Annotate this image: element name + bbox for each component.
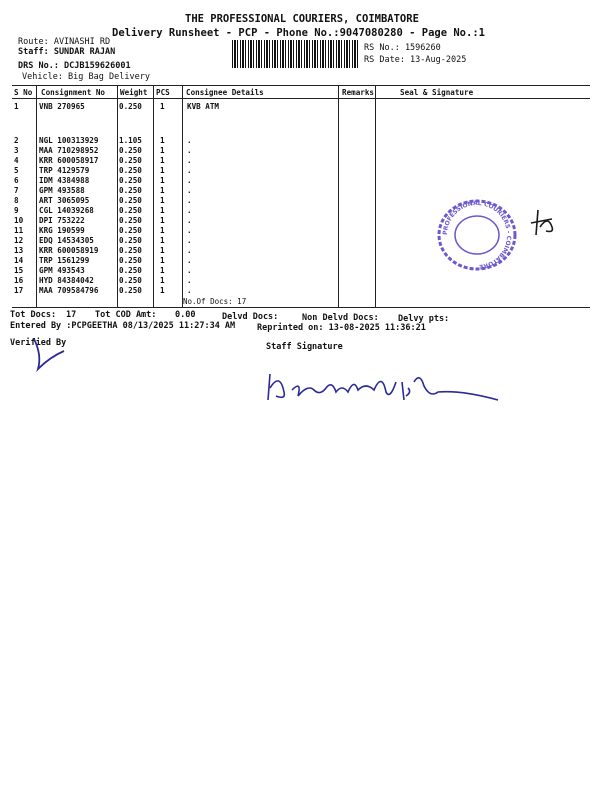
col-header-remarks: Remarks xyxy=(342,88,375,97)
svg-text:PROFESSIONAL COURIERS - COIMBA xyxy=(442,200,512,270)
tot-cod-value: 0.00 xyxy=(175,310,196,320)
row-weight: 0.250 xyxy=(119,276,142,285)
row-weight: 0.250 xyxy=(119,156,142,165)
row-pcs: 1 xyxy=(160,186,165,195)
route-label: Route: AVINASHI RD xyxy=(18,37,111,47)
row-consignment: TRP 1561299 xyxy=(39,256,90,265)
row-sno: 13 xyxy=(14,246,24,255)
rs-number: RS No.: 1596260 xyxy=(364,43,441,53)
row-weight: 0.250 xyxy=(119,176,142,185)
row-sno: 1 xyxy=(14,102,19,111)
row-consignment: DPI 753222 xyxy=(39,216,85,225)
rs-date: RS Date: 13-Aug-2025 xyxy=(364,55,467,65)
row-sno: 9 xyxy=(14,206,19,215)
row-details: KVB ATM xyxy=(187,102,220,111)
row-weight: 0.250 xyxy=(119,216,142,225)
verified-signature xyxy=(28,335,78,375)
row-pcs: 1 xyxy=(160,206,165,215)
row-sno: 12 xyxy=(14,236,24,245)
table-bottom-rule xyxy=(12,307,590,308)
row-pcs: 1 xyxy=(160,216,165,225)
row-sno: 14 xyxy=(14,256,24,265)
reprinted-on: Reprinted on: 13-08-2025 11:36:21 xyxy=(257,323,426,333)
row-consignment: IDM 4384988 xyxy=(39,176,90,185)
row-details: . xyxy=(187,176,192,185)
staff-signature xyxy=(262,362,502,407)
row-sno: 15 xyxy=(14,266,24,275)
row-details: . xyxy=(187,266,192,275)
col-divider xyxy=(36,85,37,307)
row-pcs: 1 xyxy=(160,266,165,275)
col-header-sno: S No xyxy=(14,88,33,97)
row-pcs: 1 xyxy=(160,176,165,185)
col-divider xyxy=(375,85,376,307)
row-consignment: CGL 14039268 xyxy=(39,206,94,215)
row-sno: 5 xyxy=(14,166,19,175)
row-sno: 7 xyxy=(14,186,19,195)
row-weight: 0.250 xyxy=(119,256,142,265)
staff-label: Staff: SUNDAR RAJAN xyxy=(18,47,116,57)
row-details: . xyxy=(187,226,192,235)
row-weight: 0.250 xyxy=(119,102,142,111)
row-details: . xyxy=(187,276,192,285)
row-sno: 17 xyxy=(14,286,24,295)
row-pcs: 1 xyxy=(160,146,165,155)
vehicle-label: Vehicle: Big Bag Delivery xyxy=(22,72,150,82)
col-header-pcs: PCS xyxy=(156,88,170,97)
row-consignment: KRR 600058917 xyxy=(39,156,99,165)
row-sno: 6 xyxy=(14,176,19,185)
row-pcs: 1 xyxy=(160,136,165,145)
barcode xyxy=(232,40,358,68)
row-pcs: 1 xyxy=(160,236,165,245)
row-pcs: 1 xyxy=(160,102,165,111)
row-sno: 11 xyxy=(14,226,24,235)
col-header-consignment: Consignment No xyxy=(41,88,106,97)
row-weight: 0.250 xyxy=(119,166,142,175)
verified-by: Verified By xyxy=(10,338,67,348)
row-sno: 4 xyxy=(14,156,19,165)
staff-signature-label: Staff Signature xyxy=(266,342,343,352)
row-sno: 16 xyxy=(14,276,24,285)
col-divider xyxy=(117,85,118,307)
row-consignment: HYD 84384042 xyxy=(39,276,94,285)
row-consignment: KRR 600058919 xyxy=(39,246,99,255)
stamp-text: PROFESSIONAL COURIERS - COIMBATORE xyxy=(441,199,513,270)
row-details: . xyxy=(187,136,192,145)
row-consignment: NGL 100313929 xyxy=(39,136,99,145)
row-details: . xyxy=(187,166,192,175)
row-weight: 0.250 xyxy=(119,206,142,215)
row-details: . xyxy=(187,286,192,295)
col-divider xyxy=(182,85,183,307)
company-title: THE PROFESSIONAL COURIERS, COIMBATORE xyxy=(185,13,419,25)
row-weight: 0.250 xyxy=(119,236,142,245)
row-pcs: 1 xyxy=(160,246,165,255)
no-of-docs: No.Of Docs: 17 xyxy=(183,297,247,306)
row-consignment: GPM 493588 xyxy=(39,186,85,195)
row-details: . xyxy=(187,246,192,255)
row-consignment: EDQ 14534305 xyxy=(39,236,94,245)
row-pcs: 1 xyxy=(160,156,165,165)
col-divider xyxy=(153,85,154,307)
entered-by: Entered By :PCPGEETHA 08/13/2025 11:27:34 AM xyxy=(10,321,236,331)
tot-cod-label: Tot COD Amt: xyxy=(95,310,157,320)
runsheet-subtitle: Delivery Runsheet - PCP - Phone No.:9047080280 - Page No.:1 xyxy=(112,27,485,39)
row-weight: 0.250 xyxy=(119,266,142,275)
row-sno: 10 xyxy=(14,216,24,225)
row-consignment: KRG 190599 xyxy=(39,226,85,235)
tot-docs-value: 17 xyxy=(66,310,77,320)
row-sno: 8 xyxy=(14,196,19,205)
seal-signature-scribble xyxy=(528,205,558,240)
row-pcs: 1 xyxy=(160,256,165,265)
delvy-pts: Delvy pts: xyxy=(398,314,450,324)
non-delvd-docs: Non Delvd Docs: xyxy=(302,313,379,323)
drs-number: DRS No.: DCJB159626001 xyxy=(18,61,131,71)
col-header-consignee: Consignee Details xyxy=(186,88,264,97)
row-consignment: MAA 710298952 xyxy=(39,146,99,155)
row-details: . xyxy=(187,236,192,245)
row-sno: 2 xyxy=(14,136,19,145)
row-weight: 0.250 xyxy=(119,286,142,295)
table-top-rule xyxy=(12,85,590,86)
col-divider xyxy=(338,85,339,307)
row-pcs: 1 xyxy=(160,286,165,295)
row-pcs: 1 xyxy=(160,166,165,175)
col-header-seal: Seal & Signature xyxy=(400,88,474,97)
row-details: . xyxy=(187,206,192,215)
row-consignment: MAA 709584796 xyxy=(39,286,99,295)
row-consignment: TRP 4129579 xyxy=(39,166,90,175)
row-weight: 1.105 xyxy=(119,136,142,145)
row-pcs: 1 xyxy=(160,226,165,235)
row-consignment: GPM 493543 xyxy=(39,266,85,275)
row-consignment: ART 3065095 xyxy=(39,196,90,205)
col-header-weight: Weight xyxy=(120,88,148,97)
row-pcs: 1 xyxy=(160,196,165,205)
row-weight: 0.250 xyxy=(119,226,142,235)
row-details: . xyxy=(187,186,192,195)
delvd-docs: Delvd Docs: xyxy=(222,312,279,322)
company-seal-stamp xyxy=(432,195,522,275)
row-details: . xyxy=(187,146,192,155)
row-weight: 0.250 xyxy=(119,186,142,195)
row-weight: 0.250 xyxy=(119,246,142,255)
table-header-rule xyxy=(12,98,590,99)
row-details: . xyxy=(187,196,192,205)
row-sno: 3 xyxy=(14,146,19,155)
tot-docs-label: Tot Docs: xyxy=(10,310,57,320)
row-details: . xyxy=(187,156,192,165)
row-weight: 0.250 xyxy=(119,146,142,155)
row-consignment: VNB 270965 xyxy=(39,102,85,111)
row-details: . xyxy=(187,216,192,225)
row-details: . xyxy=(187,256,192,265)
row-pcs: 1 xyxy=(160,276,165,285)
row-weight: 0.250 xyxy=(119,196,142,205)
